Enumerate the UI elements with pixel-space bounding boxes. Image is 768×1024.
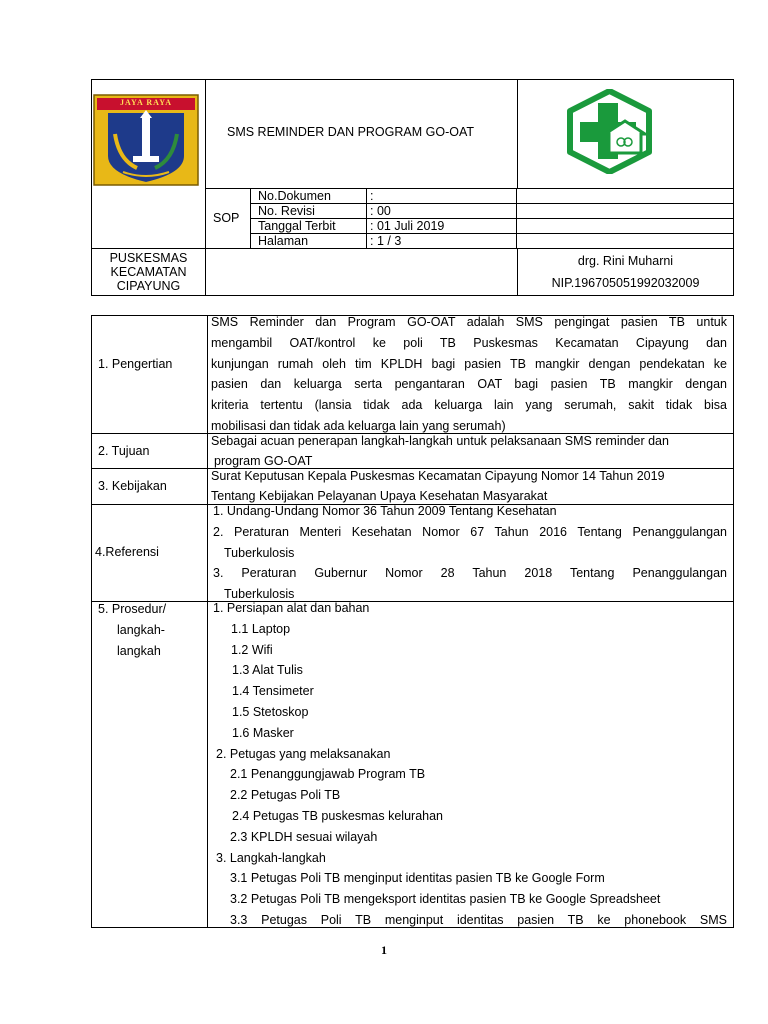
org-name-line: PUSKESMAS (109, 251, 188, 265)
procedure-item: 3.3 Petugas Poli TB menginput identitas pasien TB ke phonebook SMS (230, 912, 727, 927)
page-number: 1 (381, 943, 387, 957)
procedure-item: 2.3 KPLDH sesuai wilayah (230, 829, 378, 844)
section-content-line: Tentang Kebijakan Pelayanan Upaya Kesehatan Masyarakat (211, 489, 548, 503)
jakarta-logo-text: JAYA RAYA (119, 98, 173, 107)
section-label-kebijakan: 3. Kebijakan (98, 479, 167, 493)
reference-line: Tuberkulosis (224, 545, 295, 560)
doc-field-label: No. Revisi (258, 204, 315, 218)
doc-field-label: Tanggal Terbit (258, 219, 336, 233)
paragraph-line: pasien dan keluarga serta pengantaran OAT bagi pasien TB mangkir dengan (211, 377, 727, 392)
procedure-item: 1.6 Masker (232, 725, 294, 740)
procedure-item: 1.1 Laptop (231, 621, 291, 636)
document-title: SMS REMINDER DAN PROGRAM GO-OAT (227, 125, 475, 139)
org-name-line: KECAMATAN (110, 265, 187, 279)
section-label-prosedur: 5. Prosedur/ (98, 602, 167, 616)
procedure-item: 1.5 Stetoskop (232, 704, 309, 719)
procedure-item: 3.2 Petugas Poli TB mengeksport identitas pasien TB ke Google Spreadsheet (230, 892, 661, 907)
doc-field-value: : 00 (370, 204, 391, 218)
doc-field-value: : (370, 189, 374, 203)
doc-field-label: No.Dokumen (258, 189, 331, 203)
paragraph-line: mobilisasi dan tidak ada keluarga lain yang serumah) (211, 418, 506, 433)
signer-name: drg. Rini Muharni (577, 254, 674, 268)
doc-field-label: Halaman (258, 234, 309, 248)
procedure-item: 2.2 Petugas Poli TB (230, 788, 341, 803)
reference-line: 1. Undang-Undang Nomor 36 Tahun 2009 Tentang Kesehatan (213, 504, 557, 518)
section-label-tujuan: 2. Tujuan (98, 444, 150, 458)
section-label-prosedur: langkah (117, 644, 161, 658)
reference-line: Tuberkulosis (224, 587, 295, 602)
section-content-line: Sebagai acuan penerapan langkah-langkah untuk pelaksanaan SMS reminder dan (211, 434, 669, 448)
jakarta-logo (93, 94, 199, 186)
reference-line: 2. Peraturan Menteri Kesehatan Nomor 67 Tahun 2016 Tentang Penanggulangan (213, 524, 727, 539)
doc-field-value: : 01 Juli 2019 (370, 219, 445, 233)
section-content-line: Surat Keputusan Kepala Puskesmas Kecamatan Cipayung Nomor 14 Tahun 2019 (211, 469, 665, 483)
signer-nip: NIP.196705051992032009 (551, 276, 700, 290)
reference-line: 3. Peraturan Gubernur Nomor 28 Tahun 2018 Tentang Penanggulangan (213, 566, 727, 581)
section-content-line: program GO-OAT (214, 454, 313, 468)
procedure-item: 2.1 Penanggungjawab Program TB (230, 767, 426, 782)
procedure-item: 3. Langkah-langkah (216, 850, 326, 865)
procedure-item: 2.4 Petugas TB puskesmas kelurahan (232, 808, 444, 823)
org-name-line: CIPAYUNG (116, 279, 181, 293)
paragraph-line: mengambil OAT/kontrol ke poli TB Puskesmas Kecamatan Cipayung dan (211, 335, 727, 350)
section-content-pengertian (211, 312, 727, 437)
procedure-list (213, 598, 727, 931)
paragraph-line: SMS Reminder dan Program GO-OAT adalah SMS pengingat pasien TB untuk (211, 315, 727, 329)
procedure-item: 1. Persiapan alat dan bahan (213, 601, 370, 615)
section-content-referensi (213, 501, 727, 605)
sop-label: SOP (213, 211, 240, 225)
puskesmas-logo (565, 89, 654, 174)
paragraph-line: kunjungan rumah oleh tim KPLDH bagi pasien TB mangkir dengan pendekatan ke (211, 356, 727, 371)
procedure-item: 1.3 Alat Tulis (232, 663, 303, 678)
procedure-item: 1.2 Wifi (231, 642, 273, 657)
section-label-referensi: 4.Referensi (95, 545, 159, 559)
procedure-item: 2. Petugas yang melaksanakan (216, 746, 391, 761)
procedure-item: 3.1 Petugas Poli TB menginput identitas pasien TB ke Google Form (230, 871, 605, 886)
doc-field-value: : 1 / 3 (370, 234, 402, 248)
procedure-item: 1.4 Tensimeter (232, 684, 314, 699)
section-label-prosedur: langkah- (117, 623, 165, 637)
paragraph-line: kriteria tertentu (lansia tidak ada keluarga lain yang serumah, sakit tidak bisa (211, 398, 727, 413)
section-label-pengertian: 1. Pengertian (98, 357, 173, 371)
